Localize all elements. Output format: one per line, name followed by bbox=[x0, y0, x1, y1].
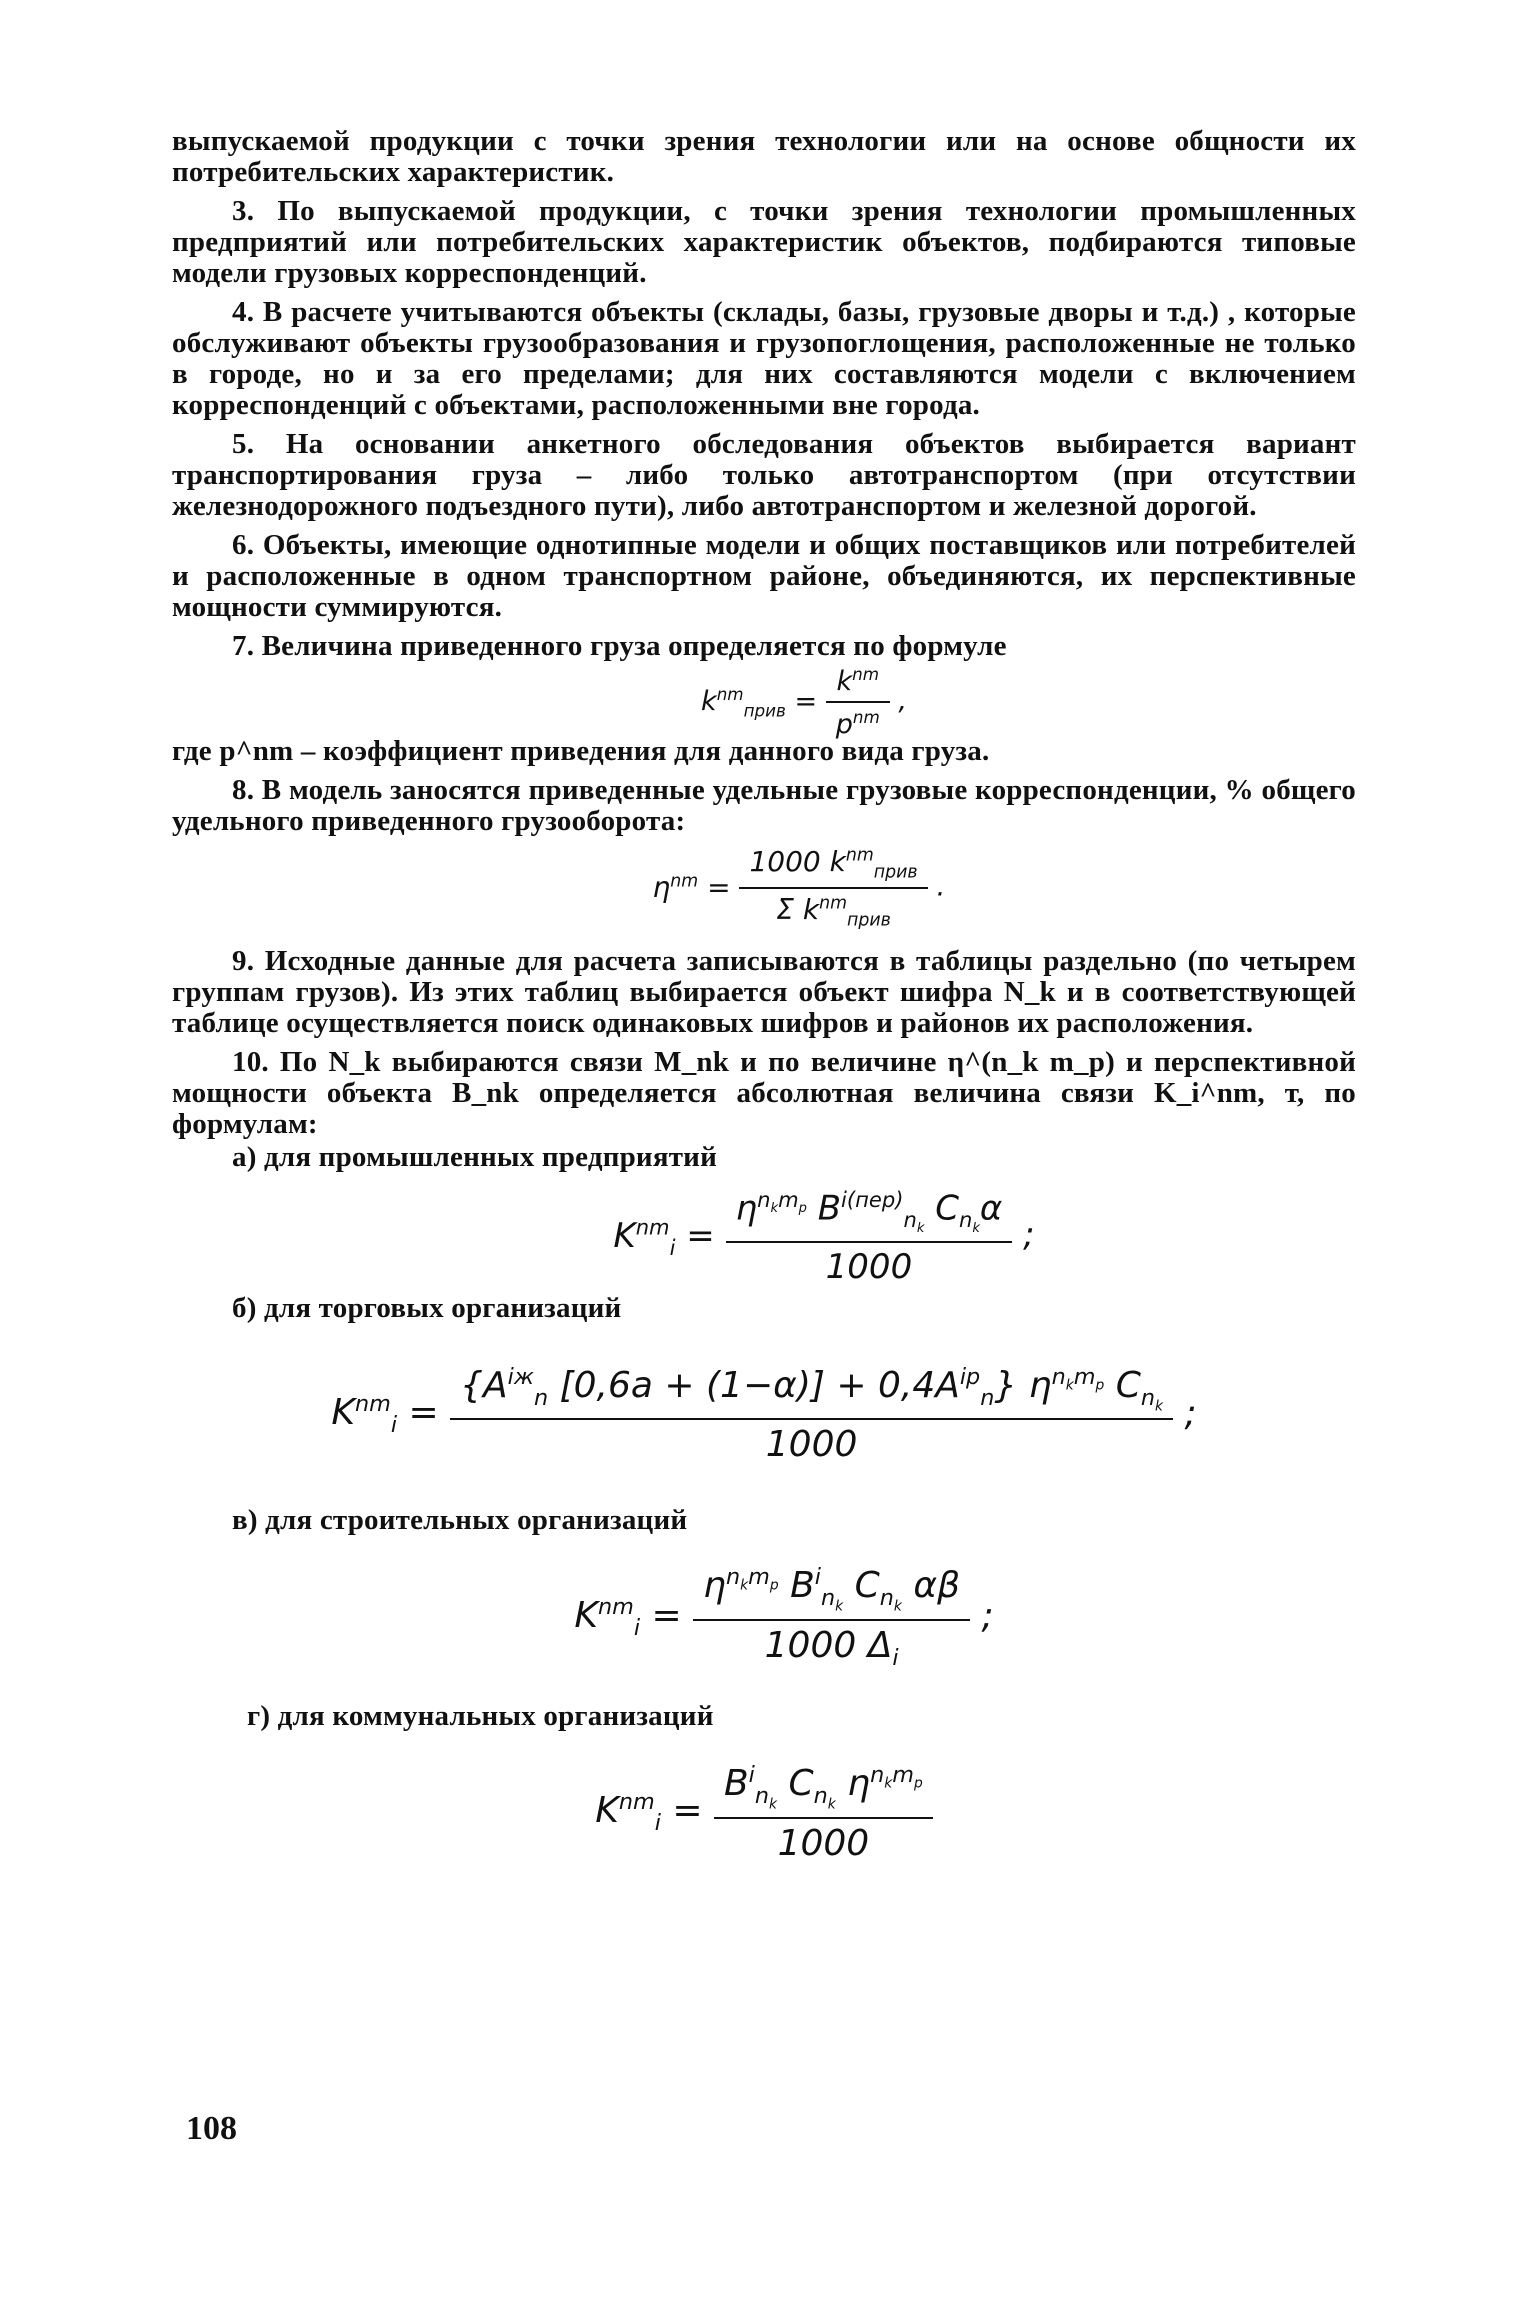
formula-reduced-cargo: $k^{nm}_{прив}$ = $\frac{k^{nm}}{p^{nm}}$ , bbox=[701, 664, 907, 740]
paragraph-continuation: выпускаемой продукции с точки зрения технологии или на основе общности их потребительских характеристик. bbox=[172, 125, 1356, 188]
label-industrial: а) для промышленных предприятий bbox=[232, 1141, 717, 1174]
paragraph-9: 9. Исходные данные для расчета записываются в таблицы раздельно (по четырем группам грузов). Из этих таблиц выбирается объект шифра N_k и в соответствующей таблице осуществляется поиск одинаковых шифров и районов их расположения. bbox=[172, 945, 1356, 1040]
paragraph-8: 8. В модель заносятся приведенные удельные грузовые корреспонденции, % общего удельного приведенного грузооборота: bbox=[172, 774, 1356, 837]
paragraph-10: 10. По N_k выбираются связи M_nk и по величине η^(n_k m_p) и перспективной мощности объекта B_nk определяется абсолютная величина связи K_i^nm, т, по формулам: bbox=[172, 1046, 1356, 1141]
paragraph-4: 4. В расчете учитываются объекты (склады, базы, грузовые дворы и т.д.) , которые обслуживают объекты грузообразования и грузопоглощения, расположенные не только в городе, но и за его пределами; для них составляются модели с включением корреспонденций с объектами, расположенными вне города. bbox=[172, 296, 1356, 421]
formula-communal: $K^{nm}_i$ = $\frac{B^i_{n_k} C_{n_k} \eta^{n_km_p}}{1000}$ bbox=[172, 1762, 1356, 1864]
paragraph-6: 6. Объекты, имеющие однотипные модели и общих поставщиков или потребителей и расположенные в одном транспортном районе, объединяются, их перспективные мощности суммируются. bbox=[172, 529, 1356, 623]
label-trade: б) для торговых организаций bbox=[232, 1291, 622, 1324]
label-construction: в) для строительных организаций bbox=[232, 1504, 688, 1537]
label-communal: г) для коммунальных организаций bbox=[247, 1699, 714, 1732]
formula-industrial: $K^{nm}_i$ = $\frac{\eta^{n_km_p} B^{i(пер)}_{n_k} C_{n_k}\alpha}{1000}$ ; bbox=[613, 1187, 1035, 1287]
page-number: 108 bbox=[186, 2110, 237, 2147]
paragraph-5: 5. На основании анкетного обследования объектов выбирается вариант транспортирования груза – либо только автотранспортом (при отсутствии железнодорожного подъездного пути), либо автотранспортом и железной дорогой. bbox=[172, 428, 1356, 522]
paragraph-3: 3. По выпускаемой продукции, с точки зрения технологии промышленных предприятий или потребительских характеристик объектов, подбираются типовые модели грузовых корреспонденций. bbox=[172, 195, 1356, 289]
formula-relative-correspondence: $\eta^{nm}$ = $\frac{1000 k^{nm}_{прив}}{\Sigma k^{nm}_{прив}}$ . bbox=[652, 845, 946, 931]
paragraph-7: 7. Величина приведенного груза определяется по формуле bbox=[232, 630, 1007, 662]
formula-trade: $K^{nm}_i$ = $\frac{\{A^{iж}_n [0,6a + (1-\alpha)] + 0,4A^{iр}_n\} \eta^{n_km_p} C_{n_k}}{1000}$ ; bbox=[331, 1363, 1197, 1466]
page-body bbox=[172, 126, 1356, 1864]
formula-construction: $K^{nm}_i$ = $\frac{\eta^{n_km_p} B^i_{n_k} C_{n_k} \alpha\beta}{1000 \Delta_i}$ ; bbox=[574, 1564, 994, 1671]
paragraph-7-where: где p^nm – коэффициент приведения для данного вида груза. bbox=[172, 735, 990, 767]
